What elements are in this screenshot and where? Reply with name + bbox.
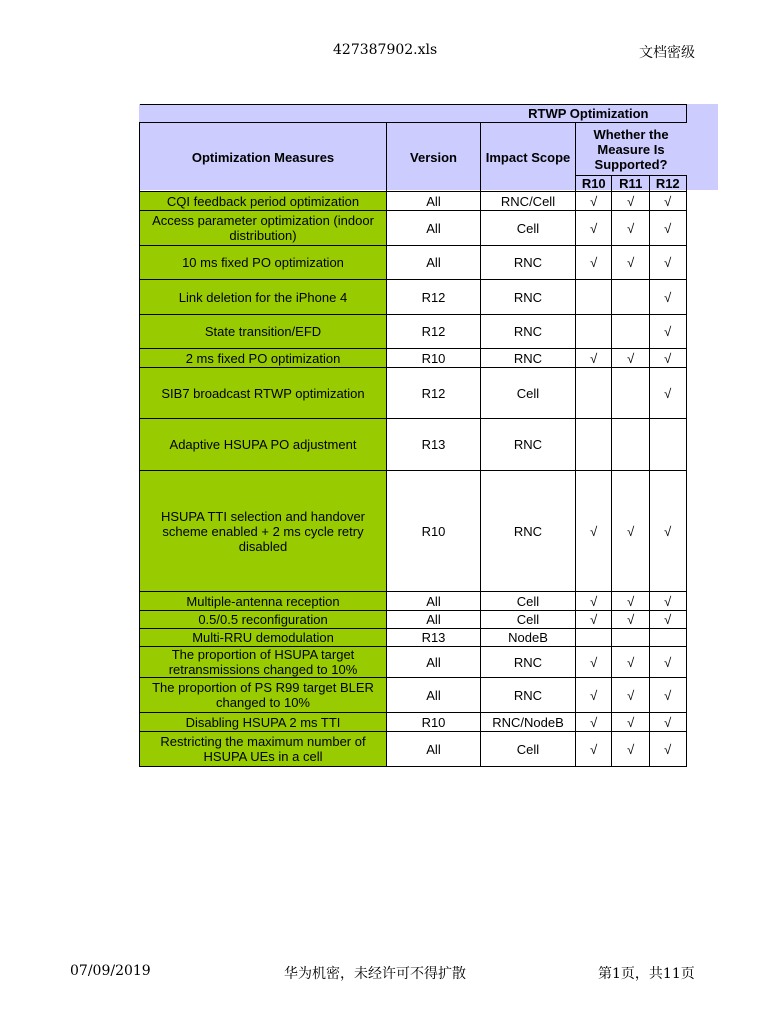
scope-cell: Cell: [481, 732, 576, 767]
version-cell: All: [387, 192, 481, 211]
scope-cell: Cell: [481, 592, 576, 611]
measure-cell: Multi-RRU demodulation: [140, 629, 387, 647]
table-row: [140, 732, 687, 767]
version-cell: All: [387, 647, 481, 678]
scope-cell: RNC: [481, 349, 576, 368]
measure-cell: 10 ms fixed PO optimization: [140, 246, 387, 280]
scope-cell: RNC: [481, 419, 576, 471]
r11-cell: √: [612, 678, 650, 713]
measure-cell: 0.5/0.5 reconfiguration: [140, 611, 387, 629]
header-classification: 文档密级: [639, 45, 695, 61]
r11-cell: [612, 368, 650, 419]
release-header-r12: R12: [650, 176, 687, 192]
version-cell: R10: [387, 349, 481, 368]
scope-cell: Cell: [481, 611, 576, 629]
r11-cell: √: [612, 592, 650, 611]
scope-cell: RNC: [481, 280, 576, 315]
footer-date: 07/09/2019: [70, 963, 151, 979]
measure-cell: SIB7 broadcast RTWP optimization: [140, 368, 387, 419]
r10-cell: √: [576, 713, 612, 732]
r10-cell: [576, 315, 612, 349]
r11-cell: √: [612, 471, 650, 592]
table-row: [140, 678, 687, 713]
measure-cell: 2 ms fixed PO optimization: [140, 349, 387, 368]
col-header-version: Version: [387, 123, 481, 192]
scope-cell: RNC/NodeB: [481, 713, 576, 732]
r11-cell: √: [612, 611, 650, 629]
r11-cell: [612, 629, 650, 647]
version-cell: All: [387, 592, 481, 611]
r12-cell: √: [650, 315, 687, 349]
header-filename: 427387902.xls: [333, 42, 438, 58]
footer-page: 第1页，共11页: [598, 966, 695, 982]
scope-cell: RNC: [481, 471, 576, 592]
footer-confidential: 华为机密，未经许可不得扩散: [284, 966, 466, 982]
release-header-r10: R10: [576, 176, 612, 192]
r10-cell: √: [576, 192, 612, 211]
r11-cell: √: [612, 211, 650, 246]
version-cell: R10: [387, 471, 481, 592]
r12-cell: √: [650, 713, 687, 732]
r12-cell: [650, 629, 687, 647]
table-row: [140, 592, 687, 611]
measure-cell: The proportion of HSUPA target retransmissions changed to 10%: [140, 647, 387, 678]
r11-cell: [612, 315, 650, 349]
table-row: [140, 211, 687, 246]
measure-cell: HSUPA TTI selection and handover scheme enabled + 2 ms cycle retry disabled: [140, 471, 387, 592]
scope-cell: RNC: [481, 315, 576, 349]
r11-cell: √: [612, 713, 650, 732]
r11-cell: √: [612, 647, 650, 678]
table-row: [140, 280, 687, 315]
table-row: [140, 647, 687, 678]
table-row: [140, 192, 687, 211]
table-row: [140, 315, 687, 349]
r12-cell: √: [650, 368, 687, 419]
r12-cell: √: [650, 246, 687, 280]
measure-cell: CQI feedback period optimization: [140, 192, 387, 211]
table-title: RTWP Optimization: [140, 105, 687, 123]
measure-cell: Multiple-antenna reception: [140, 592, 387, 611]
r12-cell: √: [650, 211, 687, 246]
version-cell: All: [387, 211, 481, 246]
r12-cell: √: [650, 592, 687, 611]
measure-cell: The proportion of PS R99 target BLER changed to 10%: [140, 678, 387, 713]
r11-cell: [612, 280, 650, 315]
version-cell: All: [387, 732, 481, 767]
table-row: [140, 349, 687, 368]
r11-cell: √: [612, 192, 650, 211]
scope-cell: NodeB: [481, 629, 576, 647]
measure-cell: Restricting the maximum number of HSUPA UEs in a cell: [140, 732, 387, 767]
r10-cell: √: [576, 647, 612, 678]
r12-cell: √: [650, 611, 687, 629]
col-header-scope: Impact Scope: [481, 123, 576, 192]
rtwp-table: [139, 104, 687, 767]
r10-cell: √: [576, 349, 612, 368]
r12-cell: √: [650, 732, 687, 767]
r11-cell: √: [612, 349, 650, 368]
r12-cell: √: [650, 192, 687, 211]
r10-cell: √: [576, 592, 612, 611]
scope-cell: RNC: [481, 246, 576, 280]
table-row: [140, 368, 687, 419]
r10-cell: √: [576, 246, 612, 280]
r10-cell: [576, 629, 612, 647]
table-row: [140, 419, 687, 471]
r10-cell: [576, 280, 612, 315]
col-header-measures: Optimization Measures: [140, 123, 387, 192]
version-cell: All: [387, 246, 481, 280]
table-row: [140, 611, 687, 629]
version-cell: R12: [387, 280, 481, 315]
r12-cell: [650, 419, 687, 471]
table-row: [140, 246, 687, 280]
r10-cell: √: [576, 611, 612, 629]
r10-cell: √: [576, 211, 612, 246]
table-row: [140, 713, 687, 732]
r12-cell: √: [650, 349, 687, 368]
measure-cell: State transition/EFD: [140, 315, 387, 349]
measure-cell: Link deletion for the iPhone 4: [140, 280, 387, 315]
r11-cell: √: [612, 732, 650, 767]
r12-cell: √: [650, 471, 687, 592]
r10-cell: [576, 419, 612, 471]
r10-cell: √: [576, 732, 612, 767]
version-cell: All: [387, 611, 481, 629]
version-cell: All: [387, 678, 481, 713]
scope-cell: RNC/Cell: [481, 192, 576, 211]
r12-cell: √: [650, 647, 687, 678]
version-cell: R12: [387, 315, 481, 349]
version-cell: R10: [387, 713, 481, 732]
col-header-supported: Whether the Measure Is Supported?: [593, 126, 669, 172]
r10-cell: [576, 368, 612, 419]
scope-cell: RNC: [481, 647, 576, 678]
r11-cell: [612, 419, 650, 471]
scope-cell: Cell: [481, 368, 576, 419]
version-cell: R13: [387, 419, 481, 471]
release-header-r11: R11: [612, 176, 650, 192]
version-cell: R13: [387, 629, 481, 647]
scope-cell: RNC: [481, 678, 576, 713]
scope-cell: Cell: [481, 211, 576, 246]
table-row: [140, 629, 687, 647]
r10-cell: √: [576, 678, 612, 713]
r10-cell: √: [576, 471, 612, 592]
r11-cell: √: [612, 246, 650, 280]
version-cell: R12: [387, 368, 481, 419]
table-row: [140, 471, 687, 592]
measure-cell: Adaptive HSUPA PO adjustment: [140, 419, 387, 471]
measure-cell: Access parameter optimization (indoor distribution): [140, 211, 387, 246]
measure-cell: Disabling HSUPA 2 ms TTI: [140, 713, 387, 732]
r12-cell: √: [650, 280, 687, 315]
r12-cell: √: [650, 678, 687, 713]
